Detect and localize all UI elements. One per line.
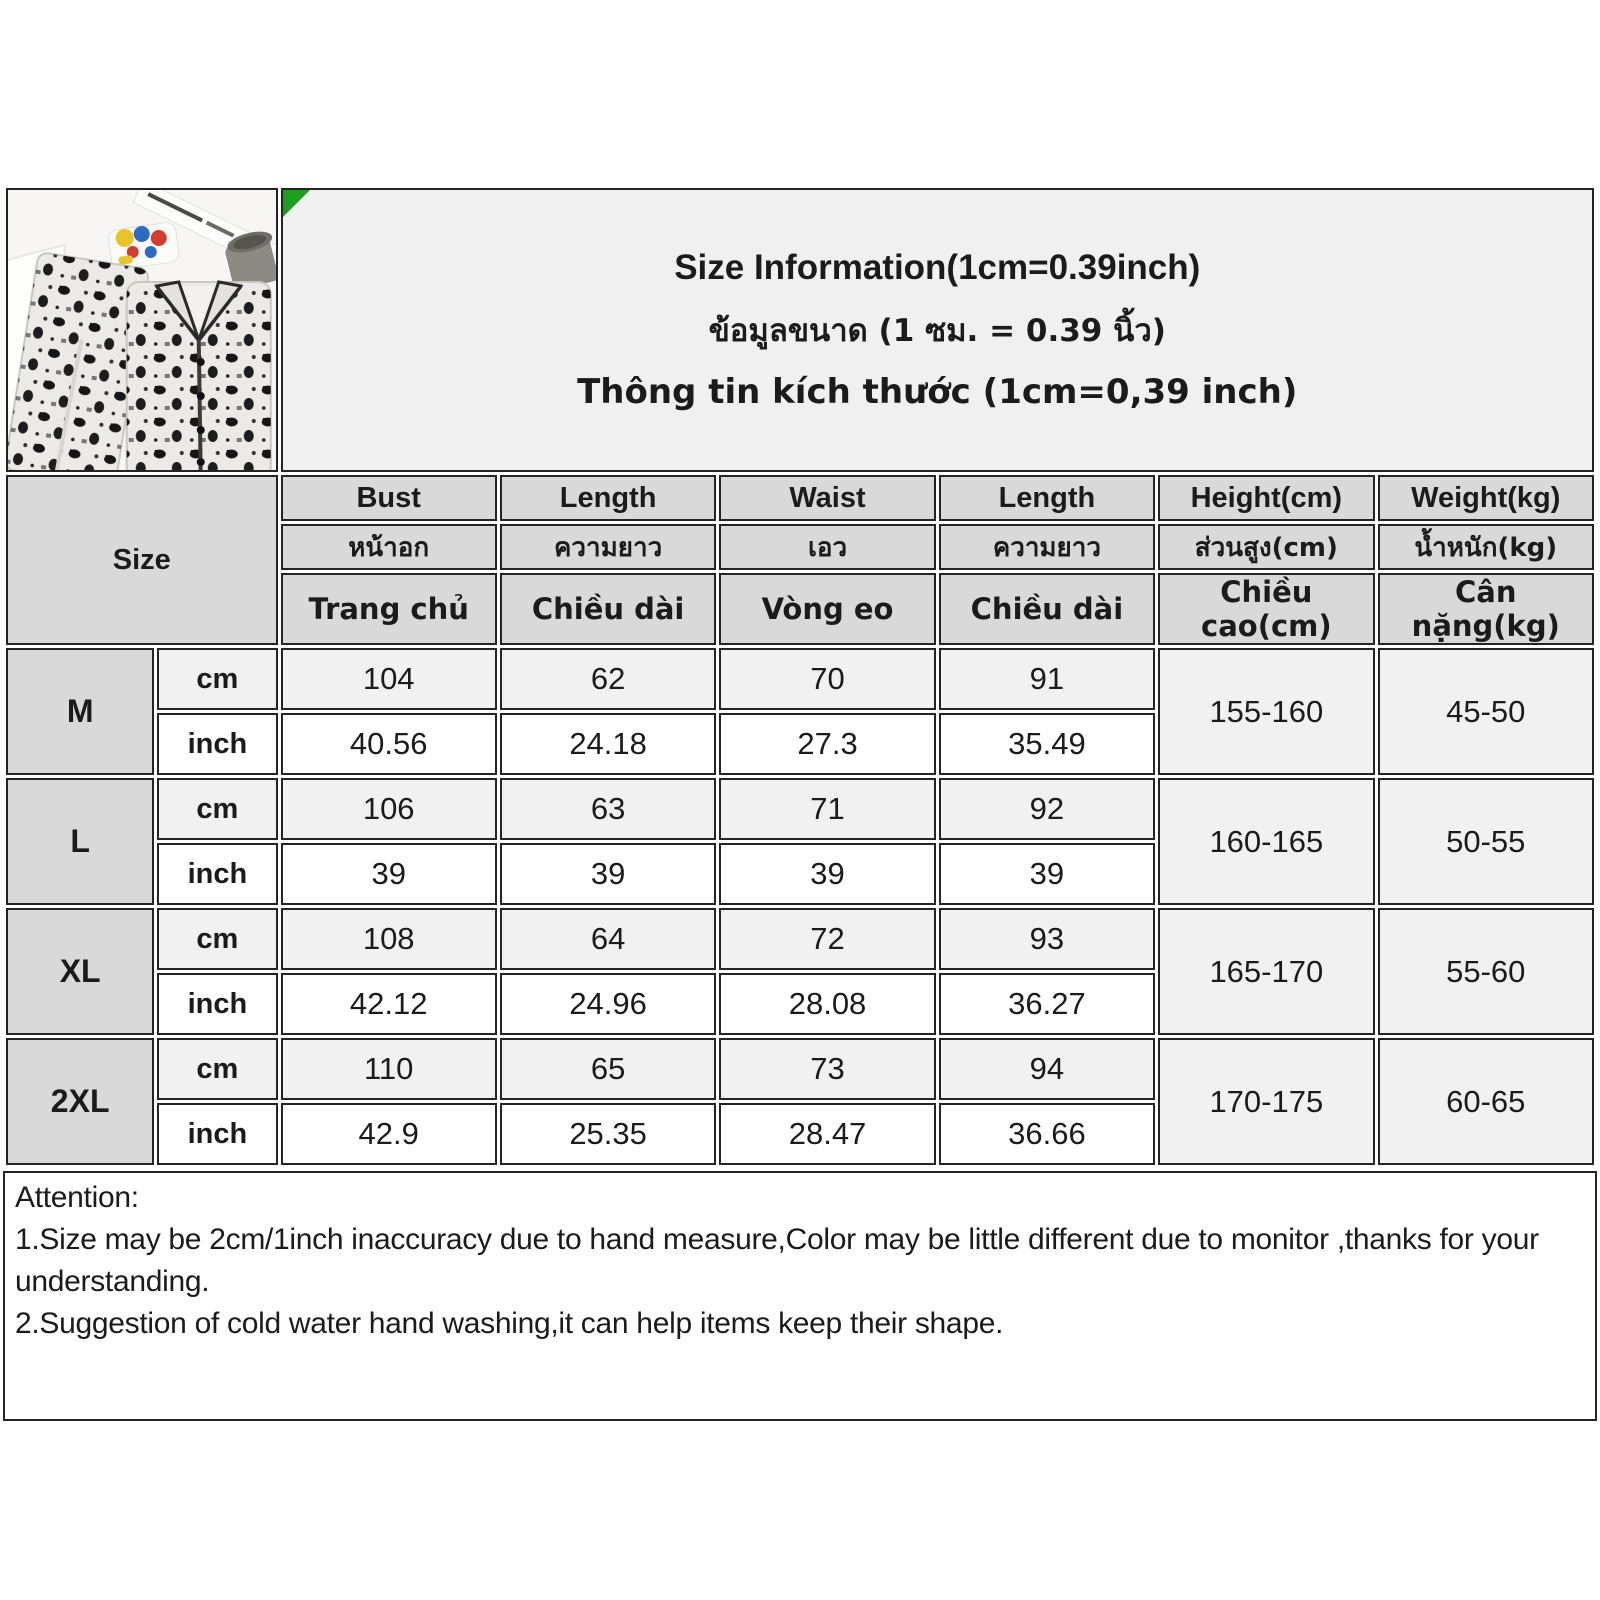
size-header: Size	[6, 475, 278, 645]
l-height: 160-165	[1158, 778, 1374, 905]
col-header-length-th: ความยาว	[500, 524, 716, 570]
green-corner-marker	[283, 190, 310, 217]
2xl-length-inch: 25.35	[500, 1103, 716, 1165]
col-header-weight-vi: Cân nặng(kg)	[1378, 573, 1594, 645]
2xl-waist-cm: 73	[719, 1038, 935, 1100]
unit-cm: cm	[157, 648, 277, 710]
title-english: Size Information(1cm=0.39inch)	[674, 248, 1201, 287]
unit-cm: cm	[157, 908, 277, 970]
xl-bust-inch: 42.12	[281, 973, 497, 1035]
unit-cm: cm	[157, 1038, 277, 1100]
pajama-photo-illustration	[8, 190, 276, 470]
attention-notes	[3, 1171, 1597, 1421]
2xl-weight: 60-65	[1378, 1038, 1594, 1165]
xl-height: 165-170	[1158, 908, 1374, 1035]
2xl-waist-inch: 28.47	[719, 1103, 935, 1165]
size-xl-label: XL	[6, 908, 154, 1035]
2xl-bust-cm: 110	[281, 1038, 497, 1100]
m-waist-cm: 70	[719, 648, 935, 710]
xl-length-inch: 24.96	[500, 973, 716, 1035]
l-waist-inch: 39	[719, 843, 935, 905]
unit-inch: inch	[157, 713, 277, 775]
col-header-bust-vi: Trang chủ	[281, 573, 497, 645]
product-photo	[6, 188, 278, 472]
col-header-weight-en: Weight(kg)	[1378, 475, 1594, 521]
col-header-bust-en: Bust	[281, 475, 497, 521]
col-header-waist-en: Waist	[719, 475, 935, 521]
m-height: 155-160	[1158, 648, 1374, 775]
xl-length-cm: 64	[500, 908, 716, 970]
unit-inch: inch	[157, 843, 277, 905]
2xl-bust-inch: 42.9	[281, 1103, 497, 1165]
size-chart-content	[3, 185, 1597, 1421]
header-row-english	[6, 475, 1594, 521]
unit-inch: inch	[157, 973, 277, 1035]
l-length2-cm: 92	[939, 778, 1155, 840]
title-thai: ข้อมูลขนาด (1 ซม. = 0.39 นิ้ว)	[708, 313, 1166, 349]
m-length-cm: 62	[500, 648, 716, 710]
unit-cm: cm	[157, 778, 277, 840]
2xl-height: 170-175	[1158, 1038, 1374, 1165]
row-2xl-cm	[6, 1038, 1594, 1100]
top-band	[6, 188, 1594, 472]
row-m-cm	[6, 648, 1594, 710]
col-header-length-vi: Chiều dài	[500, 573, 716, 645]
m-bust-inch: 40.56	[281, 713, 497, 775]
pajama-shirt	[127, 282, 271, 470]
col-header-weight-th: น้ำหนัก(kg)	[1378, 524, 1594, 570]
attention-heading: Attention:	[15, 1181, 139, 1214]
size-l-label: L	[6, 778, 154, 905]
m-weight: 45-50	[1378, 648, 1594, 775]
l-length-inch: 39	[500, 843, 716, 905]
title-panel	[281, 188, 1595, 472]
col-header-length2-th: ความยาว	[939, 524, 1155, 570]
l-waist-cm: 71	[719, 778, 935, 840]
l-weight: 50-55	[1378, 778, 1594, 905]
size-table	[3, 185, 1597, 1168]
col-header-height-th: ส่วนสูง(cm)	[1158, 524, 1374, 570]
m-length-inch: 24.18	[500, 713, 716, 775]
size-m-label: M	[6, 648, 154, 775]
xl-waist-inch: 28.08	[719, 973, 935, 1035]
size-2xl-label: 2XL	[6, 1038, 154, 1165]
2xl-length2-cm: 94	[939, 1038, 1155, 1100]
title-vietnamese: Thông tin kích thước (1cm=0,39 inch)	[577, 372, 1298, 412]
l-bust-inch: 39	[281, 843, 497, 905]
row-xl-cm	[6, 908, 1594, 970]
attention-line-1: 1.Size may be 2cm/1inch inaccuracy due to hand measure,Color may be little different due to monitor ,thanks for your understanding.	[15, 1223, 1539, 1298]
l-length-cm: 63	[500, 778, 716, 840]
col-header-height-en: Height(cm)	[1158, 475, 1374, 521]
xl-waist-cm: 72	[719, 908, 935, 970]
xl-bust-cm: 108	[281, 908, 497, 970]
col-header-waist-vi: Vòng eo	[719, 573, 935, 645]
m-bust-cm: 104	[281, 648, 497, 710]
col-header-waist-th: เอว	[719, 524, 935, 570]
l-length2-inch: 39	[939, 843, 1155, 905]
col-header-length2-vi: Chiều dài	[939, 573, 1155, 645]
xl-weight: 55-60	[1378, 908, 1594, 1035]
col-header-length-en: Length	[500, 475, 716, 521]
m-waist-inch: 27.3	[719, 713, 935, 775]
xl-length2-cm: 93	[939, 908, 1155, 970]
row-l-cm	[6, 778, 1594, 840]
m-length2-inch: 35.49	[939, 713, 1155, 775]
xl-length2-inch: 36.27	[939, 973, 1155, 1035]
m-length2-cm: 91	[939, 648, 1155, 710]
col-header-length2-en: Length	[939, 475, 1155, 521]
unit-inch: inch	[157, 1103, 277, 1165]
col-header-bust-th: หน้าอก	[281, 524, 497, 570]
col-header-height-vi: Chiều cao(cm)	[1158, 573, 1374, 645]
2xl-length-cm: 65	[500, 1038, 716, 1100]
attention-line-2: 2.Suggestion of cold water hand washing,it can help items keep their shape.	[15, 1307, 1004, 1340]
2xl-length2-inch: 36.66	[939, 1103, 1155, 1165]
l-bust-cm: 106	[281, 778, 497, 840]
